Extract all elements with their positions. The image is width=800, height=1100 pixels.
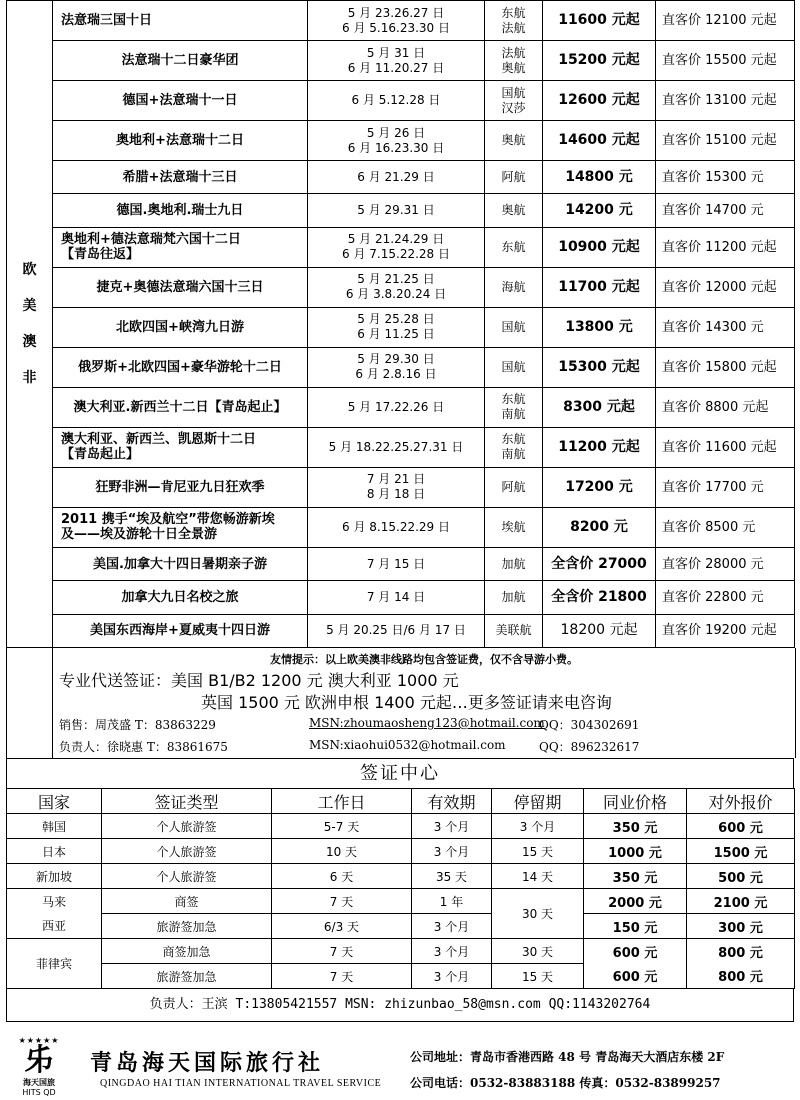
tour-direct-price: 直客价 11600 元起 bbox=[656, 427, 795, 467]
tour-airline bbox=[485, 81, 543, 121]
logo-mark-icon: 𠂔 bbox=[24, 1043, 54, 1078]
tour-direct-price: 直客价 8500 元 bbox=[656, 507, 795, 547]
airline-line: 阿航 bbox=[501, 169, 526, 184]
tour-direct-price: 直客价 22800 元 bbox=[656, 581, 795, 614]
visa-type: 个人旅游签 bbox=[102, 864, 272, 889]
tour-airline bbox=[485, 467, 543, 507]
visa-workdays: 7 天 bbox=[272, 889, 412, 914]
visa-stay: 3 个月 bbox=[492, 814, 584, 839]
tour-dates bbox=[308, 581, 485, 614]
table-row bbox=[7, 547, 795, 580]
tour-dates bbox=[308, 1, 485, 41]
visa-public-price: 2100 元 bbox=[687, 889, 795, 914]
visa-workdays: 10 天 bbox=[272, 839, 412, 864]
table-row bbox=[7, 914, 795, 939]
tour-direct-price: 直客价 8800 元起 bbox=[656, 387, 795, 427]
tour-name-line: 捷克+奥德法意瑞六国十三日 bbox=[96, 279, 264, 295]
visa-trade-price: 1000 元 bbox=[584, 839, 687, 864]
visa-workdays: 5-7 天 bbox=[272, 814, 412, 839]
tour-direct-price: 直客价 15100 元起 bbox=[656, 121, 795, 161]
tour-airline bbox=[485, 387, 543, 427]
airline-line: 加航 bbox=[501, 589, 526, 604]
tour-dates bbox=[308, 267, 485, 307]
tour-name-line: 澳大利亚、新西兰、凯恩斯十二日 bbox=[61, 432, 257, 448]
tour-name bbox=[53, 1, 308, 41]
visa-workdays: 7 天 bbox=[272, 939, 412, 964]
tour-dates bbox=[308, 227, 485, 267]
visa-stay: 14 天 bbox=[492, 864, 584, 889]
table-row bbox=[7, 814, 795, 839]
tour-price: 14200 元 bbox=[543, 194, 656, 227]
tour-direct-price: 直客价 15300 元 bbox=[656, 161, 795, 194]
tour-date-line: 5 月 29.31 日 bbox=[357, 203, 435, 218]
tour-dates bbox=[308, 614, 485, 647]
visa-type: 旅游签加急 bbox=[102, 964, 272, 989]
tour-name bbox=[53, 307, 308, 347]
visa-stay: 15 天 bbox=[492, 839, 584, 864]
tour-price: 17200 元 bbox=[543, 467, 656, 507]
airline-line: 国航 bbox=[501, 319, 526, 334]
visa-country: 马来 bbox=[7, 889, 102, 914]
tour-price: 18200 元起 bbox=[543, 614, 656, 647]
tour-date-line: 7 月 15 日 bbox=[366, 556, 426, 571]
table-row bbox=[7, 839, 795, 864]
tour-date-line: 5 月 21.25 日 bbox=[357, 272, 435, 287]
table-row bbox=[7, 1, 795, 41]
airline-line-2: 南航 bbox=[501, 447, 526, 462]
manager-qq: QQ：896232617 bbox=[539, 740, 640, 754]
visa-country: 西亚 bbox=[7, 914, 102, 939]
tour-date-line: 5 月 29.30 日 bbox=[357, 352, 435, 367]
visa-price-table bbox=[6, 788, 795, 989]
tour-dates bbox=[308, 427, 485, 467]
visa-validity: 3 个月 bbox=[412, 914, 492, 939]
company-name-en: QINGDAO HAI TIAN INTERNATIONAL TRAVEL SERVICE bbox=[100, 1078, 382, 1089]
tour-price: 14600 元起 bbox=[543, 121, 656, 161]
sales-msn[interactable]: MSN:zhoumaosheng123@hotmail.com bbox=[309, 716, 545, 730]
visa-country: 日本 bbox=[7, 839, 102, 864]
tour-date-line: 5 月 17.22.26 日 bbox=[347, 399, 445, 414]
tour-price: 15200 元起 bbox=[543, 41, 656, 81]
visa-header-cell: 签证类型 bbox=[102, 789, 272, 814]
tour-date-line: 7 月 21 日 bbox=[366, 472, 426, 487]
visa-public-price: 1500 元 bbox=[687, 839, 795, 864]
tour-name-line-2: 及——埃及游轮十日全景游 bbox=[61, 527, 218, 543]
tour-airline bbox=[485, 227, 543, 267]
tour-airline bbox=[485, 267, 543, 307]
visa-service-line-2: 英国 1500 元 欧洲申根 1400 元起…更多签证请来电咨询 bbox=[201, 693, 612, 712]
airline-line: 国航 bbox=[501, 359, 526, 374]
airline-line-2: 奥航 bbox=[501, 60, 526, 75]
visa-validity: 3 个月 bbox=[412, 964, 492, 989]
table-row bbox=[7, 161, 795, 194]
airline-line: 奥航 bbox=[501, 133, 526, 148]
table-row bbox=[7, 387, 795, 427]
tour-dates bbox=[308, 467, 485, 507]
tour-dates bbox=[308, 307, 485, 347]
tour-date-line: 5 月 26 日 bbox=[366, 125, 426, 140]
logo-cn-text: 海天国旅 bbox=[23, 1078, 55, 1087]
tour-name bbox=[53, 467, 308, 507]
table-row bbox=[7, 889, 795, 914]
tour-dates bbox=[308, 547, 485, 580]
visa-header-row bbox=[7, 789, 795, 814]
tour-name bbox=[53, 267, 308, 307]
tour-dates bbox=[308, 81, 485, 121]
tour-name bbox=[53, 427, 308, 467]
tour-date-line: 5 月 21.24.29 日 bbox=[347, 232, 445, 247]
visa-trade-price: 600 元 bbox=[584, 964, 687, 989]
visa-public-price: 300 元 bbox=[687, 914, 795, 939]
tour-name bbox=[53, 507, 308, 547]
tour-direct-price: 直客价 19200 元起 bbox=[656, 614, 795, 647]
tour-airline bbox=[485, 307, 543, 347]
tour-name bbox=[53, 227, 308, 267]
table-row bbox=[7, 964, 795, 989]
tour-direct-price: 直客价 28000 元 bbox=[656, 547, 795, 580]
tour-price: 14800 元 bbox=[543, 161, 656, 194]
tour-airline bbox=[485, 547, 543, 580]
tour-name bbox=[53, 161, 308, 194]
visa-public-price: 800 元 bbox=[687, 939, 795, 964]
airline-line: 美联航 bbox=[495, 623, 532, 638]
tour-price: 11200 元起 bbox=[543, 427, 656, 467]
table-row bbox=[7, 581, 795, 614]
table-row bbox=[7, 81, 795, 121]
notes-left-border bbox=[6, 648, 53, 758]
tour-airline bbox=[485, 507, 543, 547]
tour-name-line: 德国.奥地利.瑞士九日 bbox=[116, 203, 244, 219]
visa-validity: 1 年 bbox=[412, 889, 492, 914]
tour-airline bbox=[485, 614, 543, 647]
tour-name bbox=[53, 347, 308, 387]
tour-date-line-2: 8 月 18 日 bbox=[366, 487, 426, 502]
visa-stay: 15 天 bbox=[492, 964, 584, 989]
manager-msn[interactable]: MSN:xiaohui0532@hotmail.com bbox=[309, 738, 506, 752]
visa-public-price: 800 元 bbox=[687, 964, 795, 989]
table-row bbox=[7, 194, 795, 227]
airline-line: 奥航 bbox=[501, 203, 526, 218]
tour-dates bbox=[308, 387, 485, 427]
visa-service-line-1: 专业代送签证：美国 B1/B2 1200 元 澳大利亚 1000 元 bbox=[59, 671, 459, 690]
tour-airline bbox=[485, 581, 543, 614]
tour-direct-price: 直客价 17700 元 bbox=[656, 467, 795, 507]
tour-date-line-2: 6 月 11.20.27 日 bbox=[347, 60, 445, 75]
table-row bbox=[7, 507, 795, 547]
tour-name-line-2: 【青岛往返】 bbox=[61, 247, 140, 263]
visa-country: 韩国 bbox=[7, 814, 102, 839]
visa-public-price: 600 元 bbox=[687, 814, 795, 839]
visa-header-cell: 停留期 bbox=[492, 789, 584, 814]
tour-direct-price: 直客价 15800 元起 bbox=[656, 347, 795, 387]
manager-contact: 负责人：徐晓惠 T：83861675 bbox=[59, 740, 228, 754]
airline-line: 埃航 bbox=[501, 519, 526, 534]
tour-date-line: 5 月 31 日 bbox=[366, 45, 426, 60]
visa-type: 商签加急 bbox=[102, 939, 272, 964]
tour-name-line: 德国+法意瑞十一日 bbox=[122, 93, 238, 109]
tour-name-line: 狂野非洲—肯尼亚九日狂欢季 bbox=[95, 479, 265, 495]
tour-airline bbox=[485, 347, 543, 387]
visa-trade-price: 600 元 bbox=[584, 939, 687, 964]
tour-airline bbox=[485, 41, 543, 81]
visa-country: 菲律宾 bbox=[7, 939, 102, 989]
visa-header-cell: 有效期 bbox=[412, 789, 492, 814]
tour-name-line: 加拿大九日名校之旅 bbox=[121, 589, 239, 605]
company-logo bbox=[14, 1036, 64, 1096]
tour-date-line: 6 月 21.29 日 bbox=[357, 169, 435, 184]
tour-name bbox=[53, 81, 308, 121]
tour-airline bbox=[485, 121, 543, 161]
visa-header-cell: 同业价格 bbox=[584, 789, 687, 814]
tour-name bbox=[53, 614, 308, 647]
tour-name-line: 俄罗斯+北欧四国+豪华游轮十二日 bbox=[78, 359, 282, 375]
visa-trade-price: 350 元 bbox=[584, 814, 687, 839]
tour-date-line-2: 6 月 11.25 日 bbox=[357, 327, 435, 342]
tour-date-line: 5 月 18.22.25.27.31 日 bbox=[328, 439, 464, 454]
tour-price: 8300 元起 bbox=[543, 387, 656, 427]
visa-validity: 3 个月 bbox=[412, 839, 492, 864]
tour-airline bbox=[485, 194, 543, 227]
sales-contact: 销售：周茂盛 T：83863229 bbox=[59, 718, 216, 732]
tour-date-line-2: 6 月 3.8.20.24 日 bbox=[345, 287, 447, 302]
visa-workdays: 6 天 bbox=[272, 864, 412, 889]
region-label: 欧 美 澳 非 bbox=[7, 1, 53, 648]
airline-line: 东航 bbox=[501, 392, 526, 407]
table-row bbox=[7, 939, 795, 964]
tour-date-line: 5 月 23.26.27 日 bbox=[347, 5, 445, 20]
tour-direct-price: 直客价 12100 元起 bbox=[656, 1, 795, 41]
friendly-tip: 友情提示：以上欧美澳非线路均包含签证费，仅不含导游小费。 bbox=[270, 653, 578, 666]
visa-type: 商签 bbox=[102, 889, 272, 914]
tour-dates bbox=[308, 507, 485, 547]
tour-price: 10900 元起 bbox=[543, 227, 656, 267]
visa-workdays: 7 天 bbox=[272, 964, 412, 989]
tour-dates bbox=[308, 194, 485, 227]
table-row bbox=[7, 267, 795, 307]
tour-date-line-2: 6 月 7.15.22.28 日 bbox=[342, 247, 450, 262]
airline-line: 海航 bbox=[501, 279, 526, 294]
tour-name bbox=[53, 547, 308, 580]
tour-dates bbox=[308, 121, 485, 161]
tour-price-table bbox=[6, 0, 795, 648]
tour-date-line-2: 6 月 2.8.16 日 bbox=[355, 367, 437, 382]
tour-name-line: 法意瑞十二日豪华团 bbox=[121, 53, 239, 69]
tour-name-line: 2011 携手“埃及航空”带您畅游新埃 bbox=[61, 512, 275, 528]
visa-center-title: 签证中心 bbox=[6, 758, 794, 788]
tour-price: 13800 元 bbox=[543, 307, 656, 347]
tour-dates bbox=[308, 161, 485, 194]
tour-price: 全含价 21800 bbox=[543, 581, 656, 614]
company-name: 青岛海天国际旅行社 bbox=[90, 1050, 325, 1076]
tour-name bbox=[53, 387, 308, 427]
tour-airline bbox=[485, 161, 543, 194]
tour-name bbox=[53, 41, 308, 81]
tour-dates bbox=[308, 41, 485, 81]
tour-price: 15300 元起 bbox=[543, 347, 656, 387]
tour-name-line: 奥地利+德法意瑞梵六国十二日 bbox=[61, 232, 241, 248]
tour-direct-price: 直客价 14700 元 bbox=[656, 194, 795, 227]
sales-qq: QQ：304302691 bbox=[539, 718, 640, 732]
visa-type: 旅游签加急 bbox=[102, 914, 272, 939]
star-rating: ★★★★★ bbox=[18, 1036, 60, 1045]
notes-section bbox=[52, 648, 796, 758]
visa-contact-person: 负责人：王滨 T:13805421557 MSN: zhizunbao_58@msn.com QQ:1143202764 bbox=[6, 988, 794, 1022]
airline-line: 东航 bbox=[501, 432, 526, 447]
tour-date-line: 7 月 14 日 bbox=[366, 589, 426, 604]
tour-date-line-2: 6 月 5.16.23.30 日 bbox=[342, 20, 450, 35]
table-row bbox=[7, 307, 795, 347]
airline-line-2: 法航 bbox=[501, 20, 526, 35]
tour-name-line-2: 【青岛起止】 bbox=[61, 447, 140, 463]
airline-line: 法航 bbox=[501, 45, 526, 60]
table-row bbox=[7, 467, 795, 507]
airline-line-2: 汉莎 bbox=[501, 100, 526, 115]
tour-direct-price: 直客价 13100 元起 bbox=[656, 81, 795, 121]
tour-price: 12600 元起 bbox=[543, 81, 656, 121]
tour-date-line: 6 月 5.12.28 日 bbox=[351, 93, 441, 108]
tour-direct-price: 直客价 15500 元起 bbox=[656, 41, 795, 81]
airline-line: 加航 bbox=[501, 556, 526, 571]
airline-line: 东航 bbox=[501, 239, 526, 254]
visa-header-cell: 对外报价 bbox=[687, 789, 795, 814]
visa-type: 个人旅游签 bbox=[102, 839, 272, 864]
tour-direct-price: 直客价 14300 元 bbox=[656, 307, 795, 347]
table-row bbox=[7, 347, 795, 387]
tour-name-line: 希腊+法意瑞十三日 bbox=[122, 169, 238, 185]
table-row bbox=[7, 614, 795, 647]
tour-price: 11700 元起 bbox=[543, 267, 656, 307]
visa-type: 个人旅游签 bbox=[102, 814, 272, 839]
table-row bbox=[7, 121, 795, 161]
table-row bbox=[7, 227, 795, 267]
visa-stay: 30 天 bbox=[492, 939, 584, 964]
visa-trade-price: 2000 元 bbox=[584, 889, 687, 914]
airline-line-2: 南航 bbox=[501, 407, 526, 422]
tour-date-line: 6 月 8.15.22.29 日 bbox=[342, 519, 450, 534]
tour-price: 11600 元起 bbox=[543, 1, 656, 41]
airline-line: 国航 bbox=[501, 85, 526, 100]
tour-name-line: 北欧四国+峡湾九日游 bbox=[116, 319, 244, 335]
tour-name-line: 奥地利+法意瑞十二日 bbox=[116, 133, 244, 149]
tour-name bbox=[53, 121, 308, 161]
tour-direct-price: 直客价 11200 元起 bbox=[656, 227, 795, 267]
visa-workdays: 6/3 天 bbox=[272, 914, 412, 939]
tour-dates bbox=[308, 347, 485, 387]
tour-name-line: 美国.加拿大十四日暑期亲子游 bbox=[93, 556, 267, 572]
company-address: 公司地址：青岛市香港西路 48 号 青岛海天大酒店东楼 2F bbox=[410, 1050, 725, 1064]
tour-name bbox=[53, 194, 308, 227]
tour-date-line-2: 6 月 16.23.30 日 bbox=[347, 140, 445, 155]
table-row bbox=[7, 427, 795, 467]
visa-stay: 30 天 bbox=[492, 889, 584, 939]
tour-airline bbox=[485, 1, 543, 41]
tour-date-line: 5 月 25.28 日 bbox=[357, 312, 435, 327]
visa-validity: 3 个月 bbox=[412, 939, 492, 964]
visa-validity: 35 天 bbox=[412, 864, 492, 889]
table-row bbox=[7, 41, 795, 81]
logo-en-text: HITS QD bbox=[22, 1088, 56, 1097]
airline-line: 阿航 bbox=[501, 479, 526, 494]
tour-airline bbox=[485, 427, 543, 467]
visa-public-price: 500 元 bbox=[687, 864, 795, 889]
visa-trade-price: 350 元 bbox=[584, 864, 687, 889]
tour-price: 8200 元 bbox=[543, 507, 656, 547]
visa-country: 新加坡 bbox=[7, 864, 102, 889]
table-row bbox=[7, 864, 795, 889]
visa-trade-price: 150 元 bbox=[584, 914, 687, 939]
tour-name-line: 美国东西海岸+夏威夷十四日游 bbox=[90, 623, 270, 639]
tour-name-line: 澳大利亚.新西兰十二日【青岛起止】 bbox=[73, 399, 287, 415]
visa-header-cell: 国家 bbox=[7, 789, 102, 814]
visa-validity: 3 个月 bbox=[412, 814, 492, 839]
tour-name bbox=[53, 581, 308, 614]
visa-header-cell: 工作日 bbox=[272, 789, 412, 814]
tour-direct-price: 直客价 12000 元起 bbox=[656, 267, 795, 307]
airline-line: 东航 bbox=[501, 5, 526, 20]
tour-price: 全含价 27000 bbox=[543, 547, 656, 580]
company-phone: 公司电话：0532-83883188 传真：0532-83899257 bbox=[410, 1076, 721, 1090]
tour-name-line: 法意瑞三国十日 bbox=[61, 13, 153, 28]
tour-date-line: 5 月 20.25 日/6 月 17 日 bbox=[326, 623, 466, 638]
